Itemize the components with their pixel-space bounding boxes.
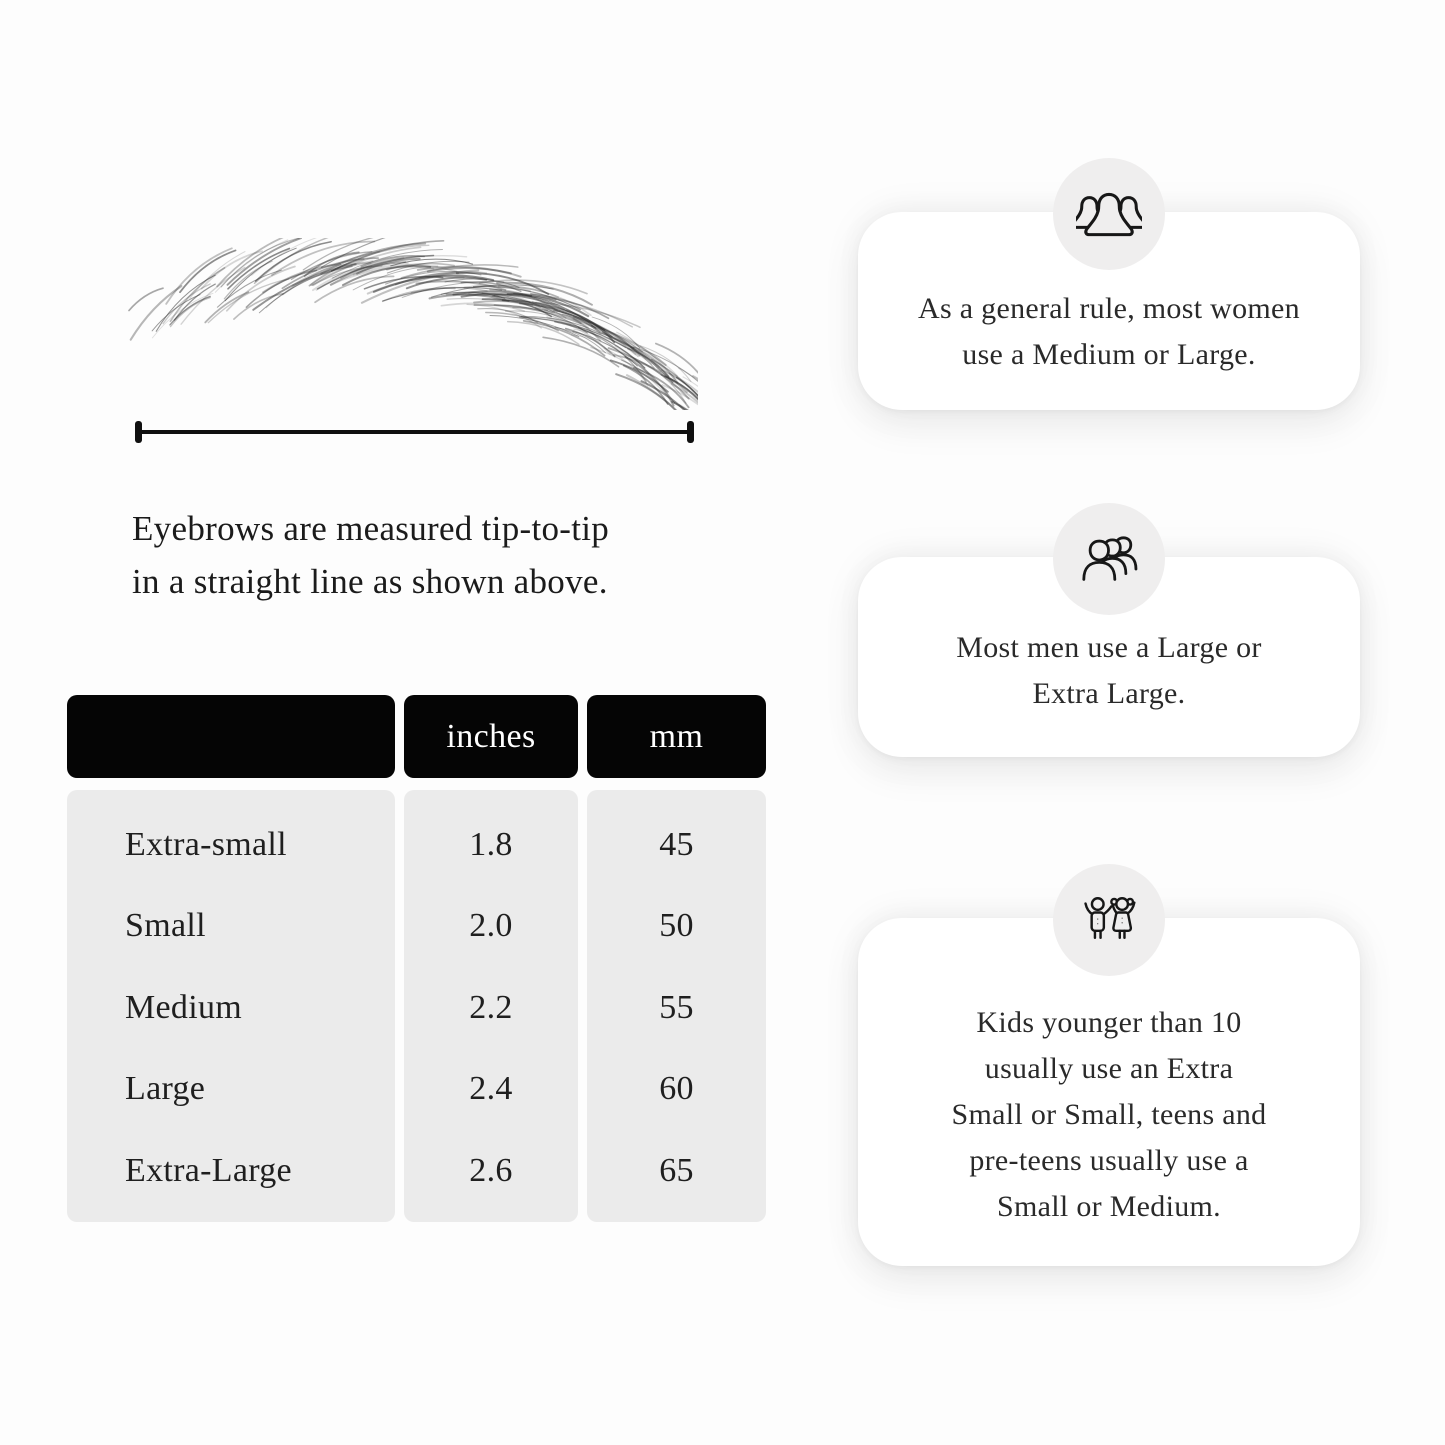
- card-line: Extra Large.: [1032, 677, 1186, 710]
- size-label: Small: [125, 907, 206, 945]
- women-badge: [1053, 158, 1165, 270]
- card-text-kids: [928, 1000, 1291, 1230]
- card-line: usually use an Extra: [984, 1052, 1234, 1085]
- card-line: use a Medium or Large.: [962, 338, 1256, 371]
- inches-value: 2.6: [469, 1151, 513, 1189]
- mm-value: 60: [659, 1070, 694, 1108]
- card-line: Most men use a Large or: [956, 631, 1262, 664]
- measurement-caption: [132, 502, 752, 608]
- info-card-kids: [858, 918, 1360, 1266]
- size-name-column: [67, 790, 395, 1222]
- header-cell-blank: [67, 695, 395, 778]
- men-group-icon: [1078, 534, 1140, 584]
- caption-line-1: Eyebrows are measured tip-to-tip: [132, 509, 610, 548]
- size-table-header: [67, 695, 766, 778]
- size-table: [67, 695, 766, 1222]
- mm-value: 50: [659, 907, 694, 945]
- card-line: pre-teens usually use a: [969, 1144, 1249, 1177]
- eyebrow-figure: [118, 238, 698, 410]
- kids-badge: [1053, 864, 1165, 976]
- card-line: Small or Small, teens and: [951, 1098, 1267, 1131]
- inches-value: 1.8: [469, 825, 513, 863]
- mm-value: 65: [659, 1151, 694, 1189]
- size-label: Medium: [125, 988, 243, 1026]
- measure-bar: [137, 430, 692, 434]
- card-line: As a general rule, most women: [918, 292, 1300, 325]
- size-label: Extra-small: [125, 825, 287, 863]
- men-badge: [1053, 503, 1165, 615]
- info-card-women: [858, 212, 1360, 410]
- header-cell-mm: mm: [587, 695, 766, 778]
- card-text-men: [932, 625, 1285, 717]
- info-card-men: [858, 557, 1360, 757]
- inches-value: 2.4: [469, 1070, 513, 1108]
- header-cell-inches: inches: [404, 695, 578, 778]
- mm-value: 55: [659, 988, 694, 1026]
- size-label: Extra-Large: [125, 1151, 292, 1189]
- eyebrow-illustration: [118, 238, 698, 410]
- card-text-women: [894, 286, 1324, 378]
- card-line: Small or Medium.: [997, 1190, 1221, 1223]
- women-group-icon: [1076, 188, 1142, 240]
- measurement-line: [135, 421, 694, 443]
- mm-column: [587, 790, 766, 1222]
- inches-value: 2.2: [469, 988, 513, 1026]
- size-table-body: [67, 790, 766, 1222]
- mm-value: 45: [659, 825, 694, 863]
- card-line: Kids younger than 10: [976, 1006, 1242, 1039]
- inches-column: [404, 790, 578, 1222]
- measure-right-cap: [687, 421, 694, 443]
- size-label: Large: [125, 1070, 206, 1108]
- kids-icon: [1079, 893, 1139, 947]
- inches-value: 2.0: [469, 907, 513, 945]
- caption-line-2: in a straight line as shown above.: [132, 562, 608, 601]
